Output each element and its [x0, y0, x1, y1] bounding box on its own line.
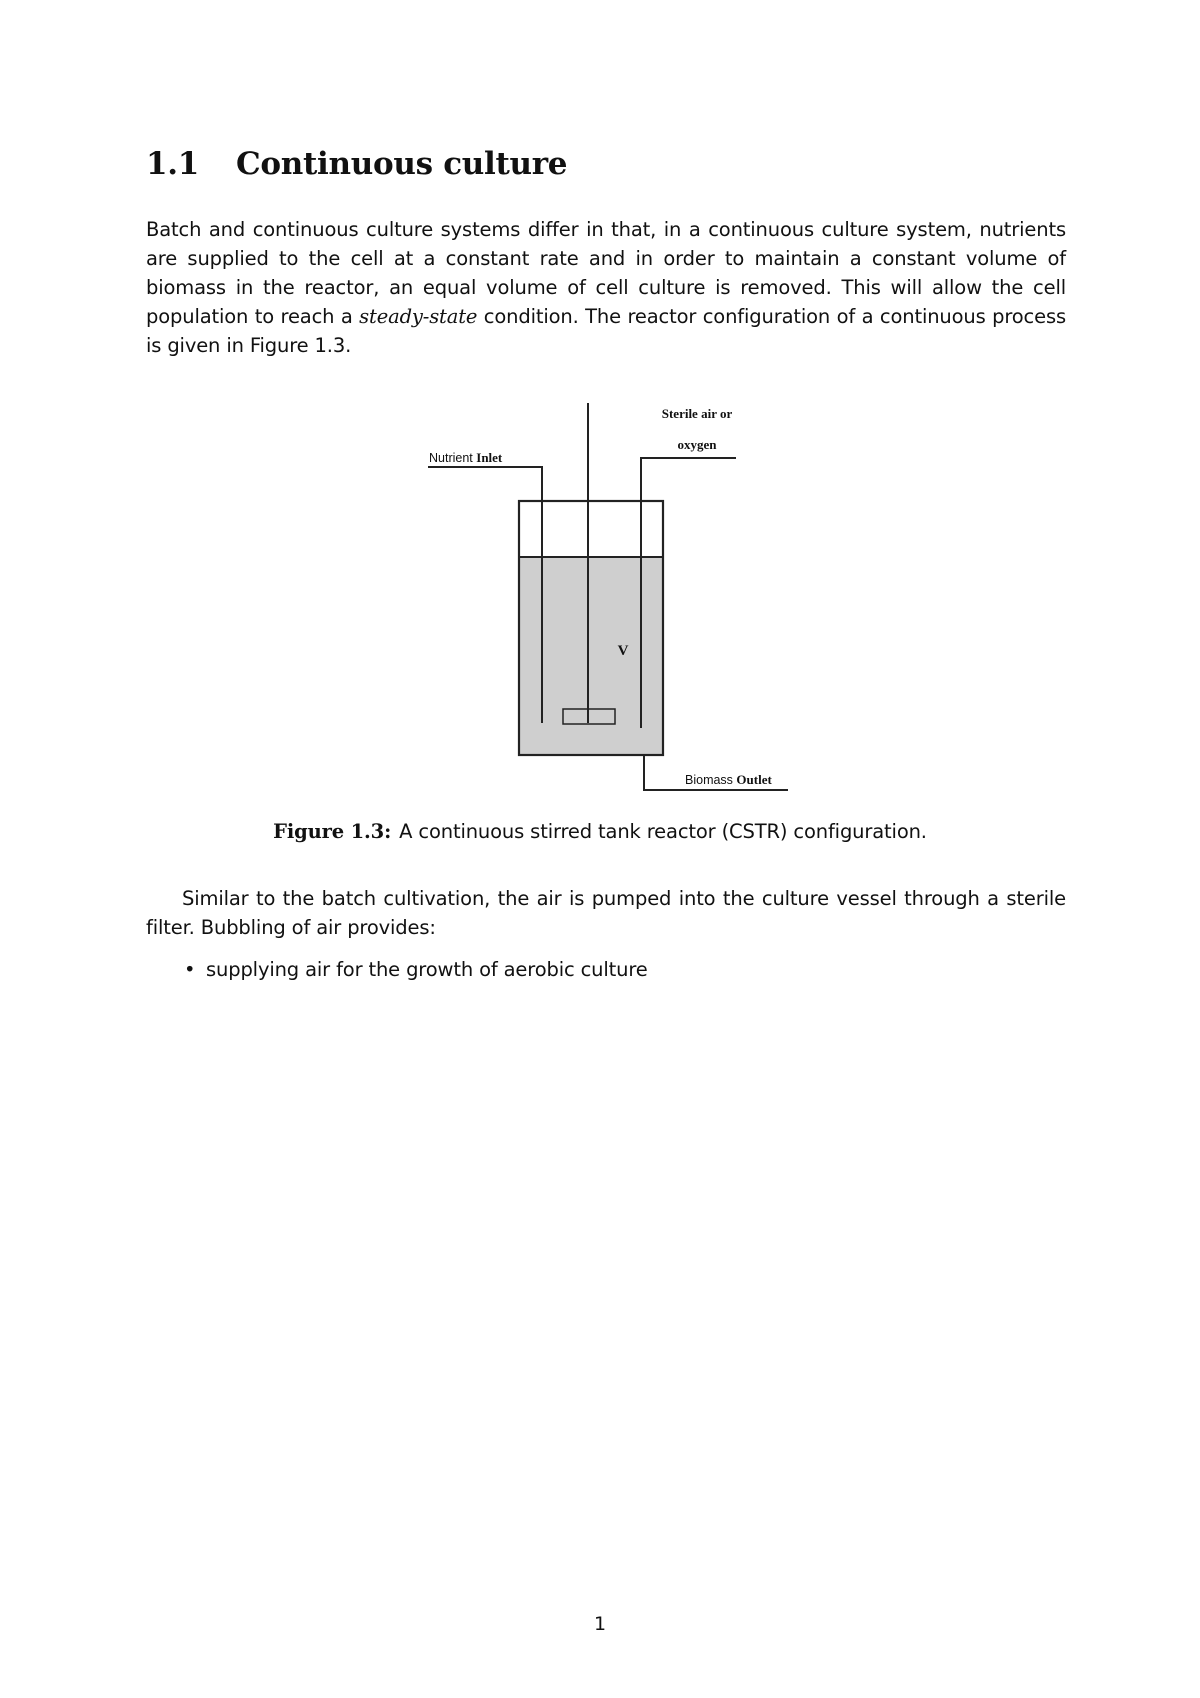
volume-label: V [617, 643, 629, 659]
section-heading [146, 146, 567, 182]
nutrient-inlet-label: Nutrient Inlet [429, 450, 503, 465]
list-item [146, 955, 1066, 984]
figure-caption [0, 820, 1200, 843]
aeration-paragraph: Similar to the batch cultivation, the air is pumped into the culture vessel through a sterile filter. Bubbling of air provides: [146, 887, 1066, 939]
list-item-text: supplying air for the growth of aerobic culture [206, 958, 648, 981]
figure-caption-text: A continuous stirred tank reactor (CSTR) configuration. [399, 820, 927, 843]
cstr-diagram [420, 395, 820, 795]
cstr-figure [420, 395, 820, 795]
section-number: 1.1 [146, 146, 200, 182]
biomass-outlet-label: Biomass Outlet [685, 772, 772, 787]
air-label-line2: oxygen [677, 437, 717, 452]
aeration-benefits-list [146, 955, 1066, 984]
steady-state-emphasis: steady-state [359, 305, 478, 328]
air-label-line1: Sterile air or [661, 406, 733, 421]
figure-caption-label: Figure 1.3: [273, 820, 392, 843]
intro-paragraph [146, 215, 1066, 360]
intro-text-before: Batch and continuous culture systems differ in that, in a continuous culture system, nutrients are supplied to the cell at a constant rate and in order to maintain a constant volume of biomass in the reactor, an equal volume of cell culture is removed. This will allow the cell population to reach a [146, 218, 1066, 328]
section-title: Continuous culture [236, 146, 568, 182]
intro-text-after: condition. The reactor configuration of a continuous process is given in Figure 1.3. [146, 305, 1066, 357]
bullet-marker: • [184, 958, 196, 981]
page-number: 1 [593, 1613, 607, 1635]
